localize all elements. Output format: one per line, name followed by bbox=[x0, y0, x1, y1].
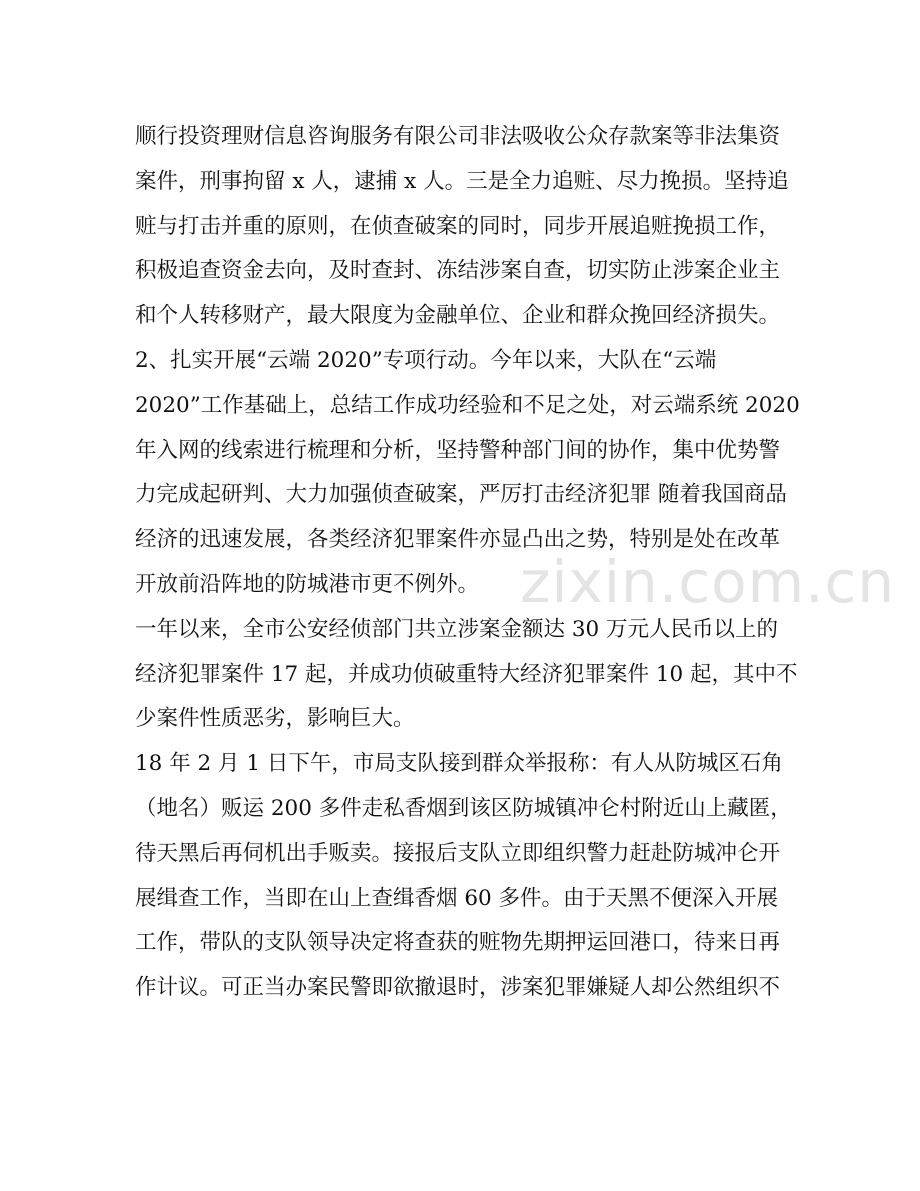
text-line: 作计议。可正当办案民警即欲撤退时，涉案犯罪嫌疑人却公然组织不 bbox=[135, 975, 781, 1001]
text-line: 力完成起研判、大力加强侦查破案，严厉打击经济犯罪 随着我国商品 bbox=[135, 482, 787, 508]
text-line: 一年以来，全市公安经侦部门共立涉案金额达 30 万元人民币以上的 bbox=[135, 616, 779, 642]
text-line: 开放前沿阵地的防城港市更不例外。 bbox=[135, 571, 480, 597]
text-line: 年入网的线索进行梳理和分析，坚持警种部门间的协作，集中优势警 bbox=[135, 437, 781, 463]
text-line: 赃与打击并重的原则，在侦查破案的同时，同步开展追赃挽损工作， bbox=[135, 213, 781, 239]
text-line: 2020”工作基础上，总结工作成功经验和不足之处，对云端系统 2020 bbox=[135, 392, 800, 418]
text-line: 案件，刑事拘留 x 人，逮捕 x 人。三是全力追赃、尽力挽损。坚持追 bbox=[135, 168, 789, 194]
text-line: 经济的迅速发展，各类经济犯罪案件亦显凸出之势，特别是处在改革 bbox=[135, 527, 781, 553]
text-line: 2、扎实开展“云端 2020”专项行动。今年以来，大队在“云端 bbox=[135, 347, 717, 373]
text-line: 待天黑后再伺机出手贩卖。接报后支队立即组织警力赶赴防城冲仑开 bbox=[135, 840, 781, 866]
document-body bbox=[135, 115, 800, 1011]
text-line: 积极追查资金去向，及时查封、冻结涉案自查，切实防止涉案企业主 bbox=[135, 258, 781, 284]
text-line: 顺行投资理财信息咨询服务有限公司非法吸收公众存款案等非法集资 bbox=[135, 124, 781, 149]
text-line: 18 年 2 月 1 日下午，市局支队接到群众举报称：有人从防城区石角 bbox=[135, 751, 783, 777]
text-line: 和个人转移财产，最大限度为金融单位、企业和群众挽回经济损失。 bbox=[135, 303, 781, 329]
text-line: 经济犯罪案件 17 起，并成功侦破重特大经济犯罪案件 10 起，其中不 bbox=[135, 661, 798, 687]
text-line: 少案件性质恶劣，影响巨大。 bbox=[135, 706, 415, 732]
watermark: zixin.com.cn bbox=[520, 548, 896, 616]
text-line: （地名）贩运 200 多件走私香烟到该区防城镇冲仑村附近山上藏匿， bbox=[135, 795, 792, 821]
text-line: 工作，带队的支队领导决定将查获的赃物先期押运回港口，待来日再 bbox=[135, 930, 781, 956]
text-line: 展缉查工作，当即在山上查缉香烟 60 多件。由于天黑不便深入开展 bbox=[135, 885, 779, 911]
